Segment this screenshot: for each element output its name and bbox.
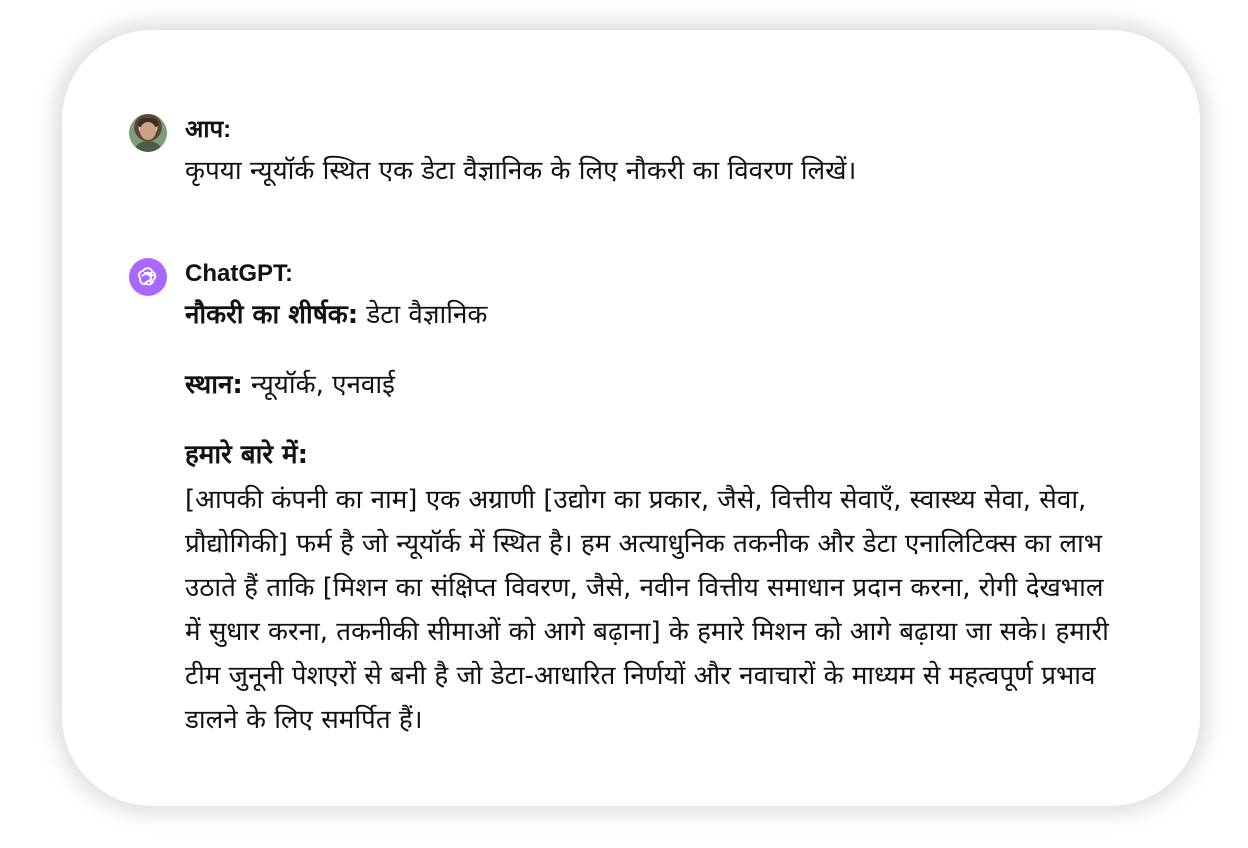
- assistant-speaker-label: ChatGPT:: [185, 260, 293, 287]
- avatar-face: [140, 122, 156, 140]
- location-label: स्थान:: [185, 370, 243, 400]
- user-avatar: [129, 114, 167, 152]
- job-title-line: [185, 292, 1115, 338]
- job-title-value: डेटा वैज्ञानिक: [358, 300, 488, 330]
- job-title-label: नौकरी का शीर्षक:: [185, 300, 359, 330]
- user-message-content: [185, 148, 1115, 194]
- assistant-message-content: [185, 292, 1115, 742]
- paragraph-gap: [185, 338, 1115, 362]
- user-speaker-label: आप:: [185, 116, 232, 143]
- openai-logo-icon: [129, 258, 167, 296]
- location-line: [185, 362, 1115, 408]
- location-value: न्यूयॉर्क, एनवाई: [242, 370, 395, 400]
- about-heading: हमारे बारे में:: [185, 440, 308, 470]
- paragraph-gap: [185, 408, 1115, 432]
- openai-logo-icon-svg: [136, 265, 160, 289]
- about-paragraph: [आपकी कंपनी का नाम] एक अग्राणी [उद्योग का प्रकार, जैसे, वित्तीय सेवाएँ, स्वास्थ्य सेवा, सेवा, प्रौद्योगिकी] फर्म है जो न्यूयॉर्क में स्थित है। हम अत्याधुनिक तकनीक और डेटा एनालिटिक्स का लाभ उठाते हैं ताकि [मिशन का संक्षिप्त विवरण, जैसे, नवीन वित्तीय समाधान प्रदान करना, रोगी देखभाल में सुधार करना, तकनीकी सीमाओं को आगे बढ़ाना] के हमारे मिशन को आगे बढ़ाया जा सके। हमारी टीम जुनूनी पेशएरों से बनी है जो डेटा-आधारित निर्णयों और नवाचारों के माध्यम से महत्वपूर्ण प्रभाव डालने के लिए समर्पित हैं।: [185, 485, 1109, 735]
- user-message-text: कृपया न्यूयॉर्क स्थित एक डेटा वैज्ञानिक के लिए नौकरी का विवरण लिखें।: [185, 156, 857, 186]
- avatar-shirt: [133, 141, 163, 152]
